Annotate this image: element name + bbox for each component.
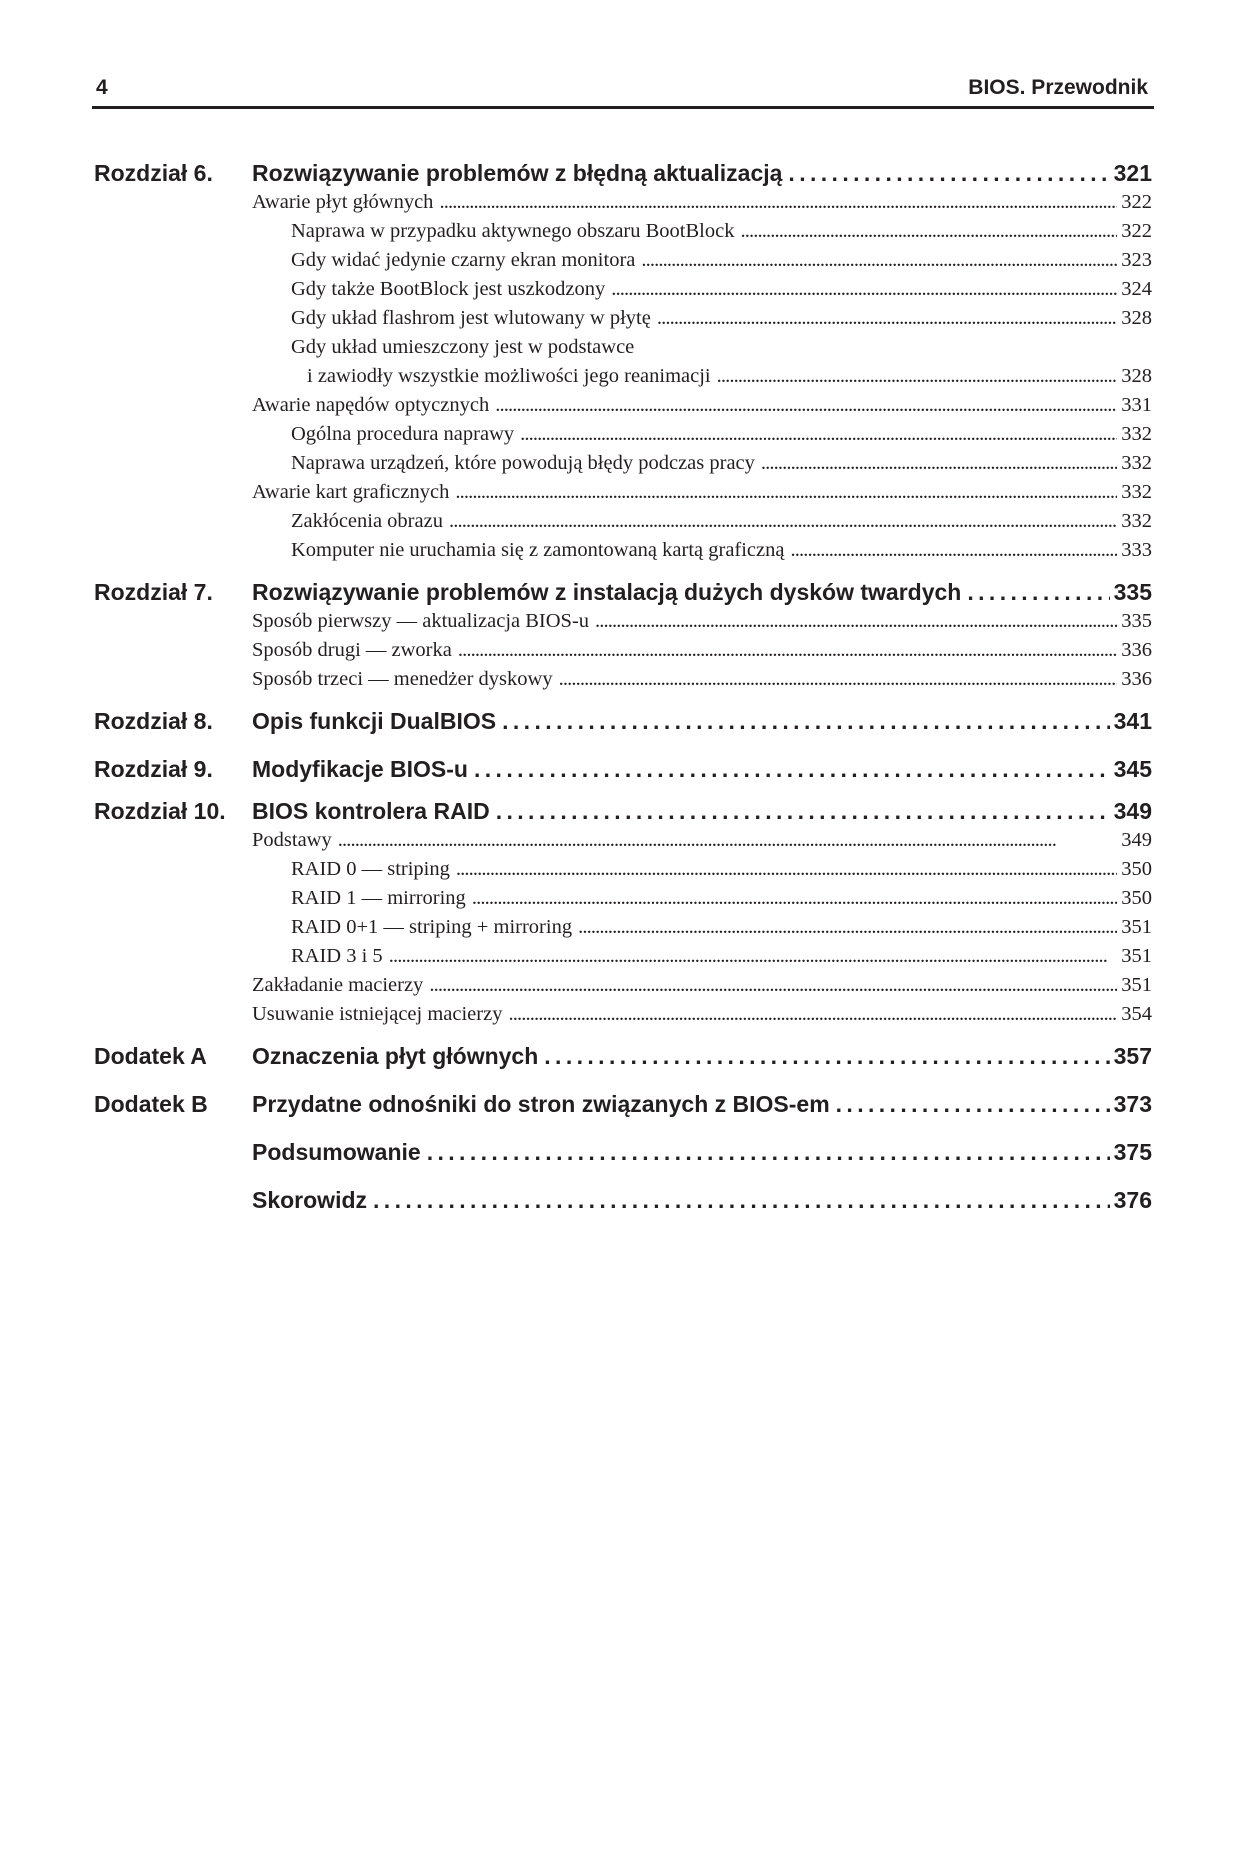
entry-page-number: 357 [1113, 1043, 1152, 1069]
entry-page-number: 350 [1121, 887, 1152, 909]
chapter-title-row [252, 754, 1152, 784]
entry-page-number: 351 [1121, 916, 1152, 938]
chapter-label: Rozdział 10. [94, 798, 226, 824]
entry-title: Awarie napędów optycznych [252, 394, 490, 416]
section-row [252, 971, 1152, 1000]
entry-page-number: 322 [1121, 220, 1152, 242]
chapter-title-row [252, 706, 1152, 736]
chapter-title-row [252, 1089, 1152, 1119]
entry-title: Zakładanie macierzy [252, 974, 424, 996]
chapter-entries [252, 1089, 1152, 1119]
dot-leader [595, 607, 1117, 636]
dot-leader [472, 884, 1117, 913]
dot-leader [717, 362, 1118, 391]
entry-page-number: 336 [1121, 668, 1152, 690]
entry-title: Komputer nie uruchamia się z zamontowaną kartą graficzną [291, 539, 785, 561]
entry-page-number: 341 [1113, 708, 1152, 734]
dot-leader [338, 826, 1118, 855]
dot-leader [578, 913, 1117, 942]
chapter-entries [252, 796, 1152, 1029]
entry-title: Naprawa w przypadku aktywnego obszaru BootBlock [291, 220, 735, 242]
page-number: 4 [96, 76, 108, 99]
chapter-label: Rozdział 7. [94, 579, 213, 605]
entry-title: Awarie płyt głównych [252, 191, 434, 213]
chapter-title-row [252, 796, 1152, 826]
subsection-row [252, 884, 1152, 913]
entry-title: Gdy także BootBlock jest uszkodzony [291, 278, 606, 300]
toc-chapter [94, 1089, 1152, 1119]
subsection-row [252, 362, 1152, 391]
entry-page-number: 332 [1121, 452, 1152, 474]
toc-chapter [94, 577, 1152, 694]
dot-leader [373, 1185, 1110, 1215]
entry-title: Rozwiązywanie problemów z błędną aktualizacją [252, 160, 783, 186]
subsection-row [252, 304, 1152, 333]
toc-chapter [94, 754, 1152, 784]
table-of-contents [94, 158, 1152, 1215]
entry-title: Modyfikacje BIOS-u [252, 756, 468, 782]
toc-chapter [94, 796, 1152, 1029]
dot-leader [389, 942, 1118, 971]
entry-page-number: 332 [1121, 510, 1152, 532]
dot-leader [520, 420, 1117, 449]
entry-title: Sposób pierwszy — aktualizacja BIOS-u [252, 610, 590, 632]
dot-leader [429, 971, 1117, 1000]
chapter-label: Dodatek B [94, 1091, 208, 1117]
dot-leader [439, 188, 1117, 217]
toc-chapter [94, 158, 1152, 565]
chapter-entries [252, 158, 1152, 565]
chapter-label: Rozdział 8. [94, 708, 213, 734]
dot-leader [496, 796, 1110, 826]
entry-page-number: 350 [1121, 858, 1152, 880]
dot-leader [611, 275, 1117, 304]
toc-chapter [94, 1185, 1152, 1215]
dot-leader [508, 1000, 1117, 1029]
dot-leader [559, 665, 1118, 694]
chapter-title-row [252, 1137, 1152, 1167]
chapter-entries [252, 1041, 1152, 1071]
chapter-title-row [252, 577, 1152, 607]
entry-page-number: 322 [1121, 191, 1152, 213]
dot-leader [967, 577, 1109, 607]
entry-page-number: 376 [1113, 1187, 1152, 1213]
dot-leader [641, 246, 1117, 275]
dot-leader [458, 636, 1117, 665]
section-row [252, 188, 1152, 217]
entry-page-number: 332 [1121, 423, 1152, 445]
dot-leader [449, 507, 1117, 536]
entry-page-number: 333 [1121, 539, 1152, 561]
entry-title: Usuwanie istniejącej macierzy [252, 1003, 503, 1025]
section-row [252, 665, 1152, 694]
toc-chapter [94, 706, 1152, 736]
entry-title: RAID 0 — striping [291, 858, 450, 880]
subsection-row [252, 246, 1152, 275]
subsection-row [252, 855, 1152, 884]
chapter-label: Rozdział 6. [94, 160, 213, 186]
toc-chapter [94, 1137, 1152, 1167]
entry-page-number: 351 [1121, 945, 1152, 967]
entry-title: Sposób drugi — zworka [252, 639, 452, 661]
chapter-title-row [252, 1041, 1152, 1071]
toc-chapter [94, 1041, 1152, 1071]
dot-leader [761, 449, 1117, 478]
entry-title: Gdy widać jedynie czarny ekran monitora [291, 249, 636, 271]
entry-title: Przydatne odnośniki do stron związanych z BIOS-em [252, 1091, 830, 1117]
entry-page-number: 321 [1113, 160, 1152, 186]
section-title-first-line: Gdy układ umieszczony jest w podstawce [291, 336, 635, 358]
entry-title: RAID 3 i 5 [291, 945, 383, 967]
section-row [252, 636, 1152, 665]
entry-page-number: 351 [1121, 974, 1152, 996]
dot-leader [657, 304, 1117, 333]
subsection-row [252, 420, 1152, 449]
section-row [252, 391, 1152, 420]
entry-title: i zawiodły wszystkie możliwości jego reanimacji [307, 365, 711, 387]
entry-title: Rozwiązywanie problemów z instalacją dużych dysków twardych [252, 579, 962, 605]
dot-leader [474, 754, 1110, 784]
entry-page-number: 349 [1113, 798, 1152, 824]
entry-page-number: 324 [1121, 278, 1152, 300]
subsection-row [252, 536, 1152, 565]
dot-leader [740, 217, 1117, 246]
subsection-row [252, 449, 1152, 478]
chapter-label: Rozdział 9. [94, 756, 213, 782]
entry-title: RAID 1 — mirroring [291, 887, 466, 909]
subsection-row [252, 217, 1152, 246]
entry-title: Podstawy [252, 829, 332, 851]
section-row [252, 607, 1152, 636]
dot-leader [495, 391, 1117, 420]
chapter-entries [252, 754, 1152, 784]
entry-title: Ogólna procedura naprawy [291, 423, 515, 445]
entry-page-number: 335 [1113, 579, 1152, 605]
entry-page-number: 323 [1121, 249, 1152, 271]
entry-page-number: 354 [1121, 1003, 1152, 1025]
entry-page-number: 328 [1121, 307, 1152, 329]
dot-leader [502, 706, 1110, 736]
entry-page-number: 332 [1121, 481, 1152, 503]
entry-title: Naprawa urządzeń, które powodują błędy podczas pracy [291, 452, 755, 474]
dot-leader [455, 478, 1117, 507]
entry-title: Opis funkcji DualBIOS [252, 708, 497, 734]
entry-page-number: 345 [1113, 756, 1152, 782]
subsection-row [252, 942, 1152, 971]
entry-page-number: 375 [1113, 1139, 1152, 1165]
dot-leader [788, 158, 1109, 188]
entry-title: Podsumowanie [252, 1139, 421, 1165]
section-row [252, 478, 1152, 507]
entry-title: Gdy układ flashrom jest wlutowany w płytę [291, 307, 651, 329]
entry-page-number: 336 [1121, 639, 1152, 661]
entry-title: Skorowidz [252, 1187, 368, 1213]
dot-leader [456, 855, 1117, 884]
entry-page-number: 373 [1113, 1091, 1152, 1117]
dot-leader [836, 1089, 1110, 1119]
section-row [252, 1000, 1152, 1029]
entry-page-number: 335 [1121, 610, 1152, 632]
entry-title: RAID 0+1 — striping + mirroring [291, 916, 573, 938]
chapter-entries [252, 1137, 1152, 1167]
subsection-row [252, 507, 1152, 536]
entry-title: Awarie kart graficznych [252, 481, 450, 503]
book-title: BIOS. Przewodnik [968, 76, 1148, 99]
section-row [252, 826, 1152, 855]
dot-leader [544, 1041, 1109, 1071]
subsection-row [252, 913, 1152, 942]
chapter-entries [252, 1185, 1152, 1215]
chapter-title-row [252, 158, 1152, 188]
dot-leader [790, 536, 1117, 565]
chapter-entries [252, 706, 1152, 736]
entry-page-number: 331 [1121, 394, 1152, 416]
chapter-entries [252, 577, 1152, 694]
chapter-title-row [252, 1185, 1152, 1215]
running-head [92, 74, 1154, 109]
subsection-row [252, 275, 1152, 304]
entry-page-number: 349 [1121, 829, 1152, 851]
entry-title: Sposób trzeci — menedżer dyskowy [252, 668, 553, 690]
dot-leader [427, 1137, 1110, 1167]
entry-title: Zakłócenia obrazu [291, 510, 443, 532]
entry-page-number: 328 [1121, 365, 1152, 387]
entry-title: Oznaczenia płyt głównych [252, 1043, 539, 1069]
chapter-label: Dodatek A [94, 1043, 207, 1069]
entry-title: BIOS kontrolera RAID [252, 798, 490, 824]
